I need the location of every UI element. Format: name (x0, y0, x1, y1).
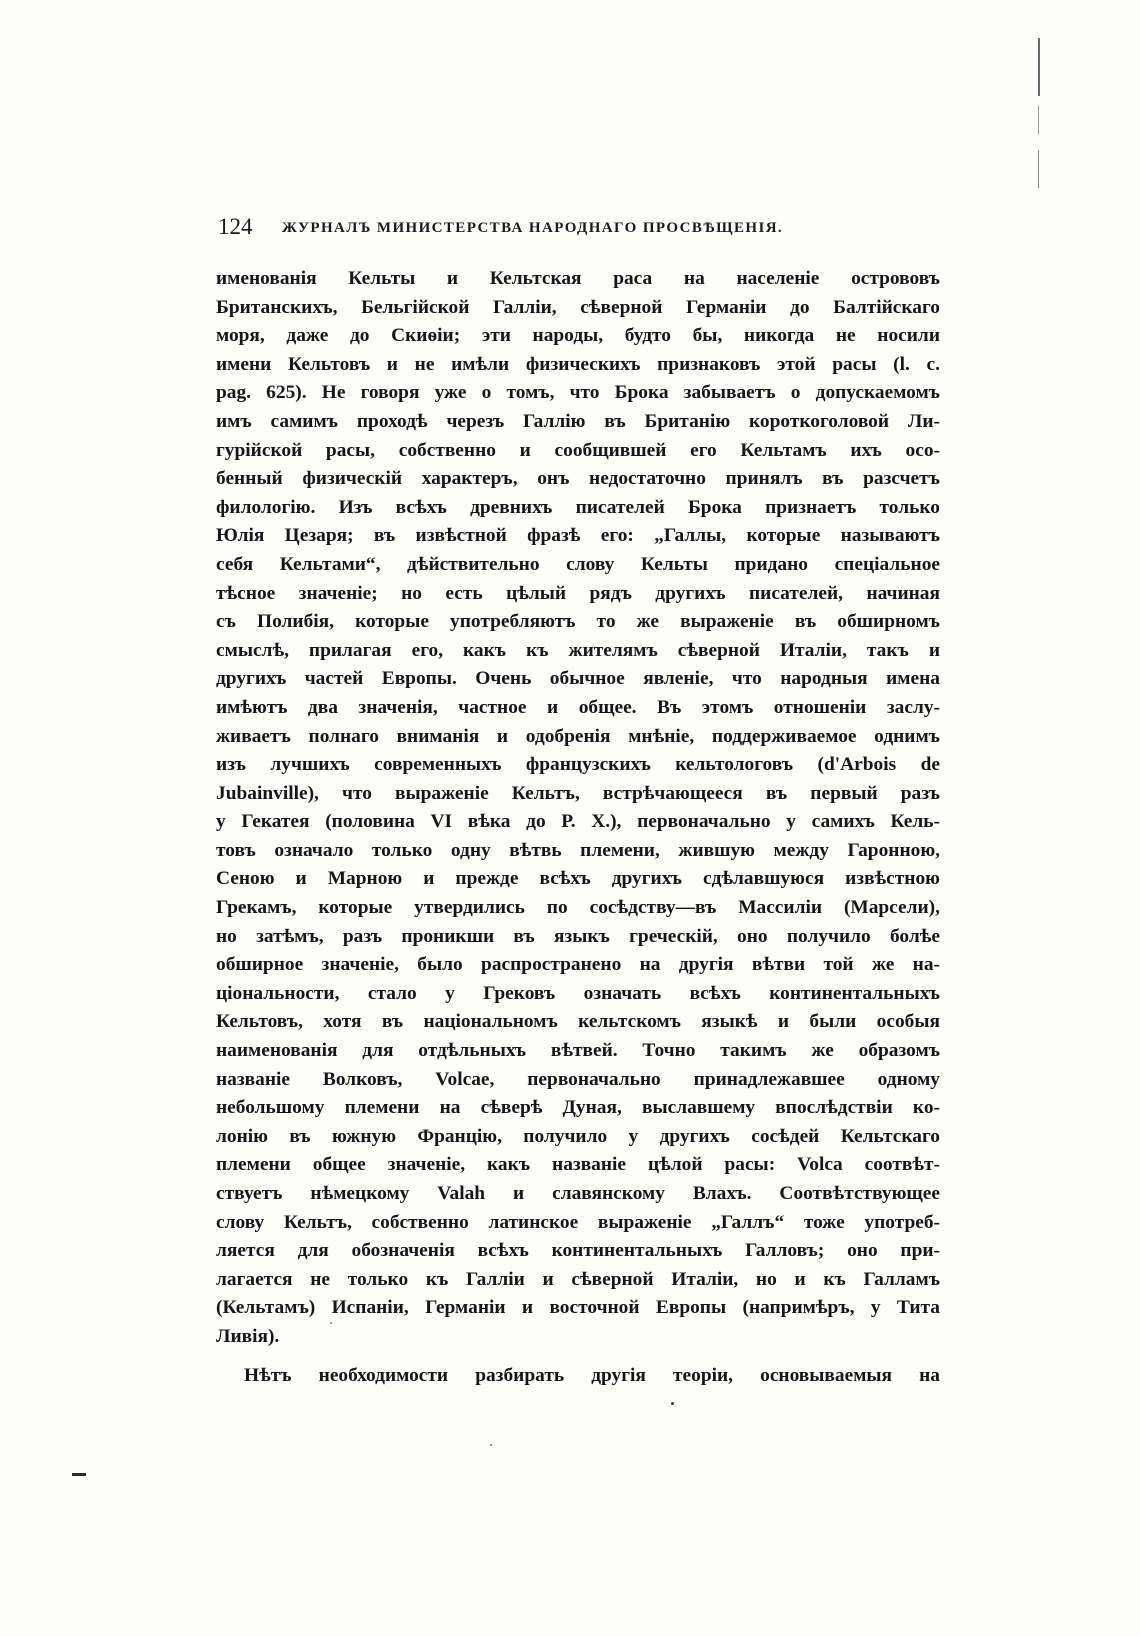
running-title: ЖУРНАЛЪ МИНИСТЕРСТВА НАРОДНАГО ПРОСВѢЩЕНІЯ. (282, 220, 784, 236)
page-header (218, 210, 938, 244)
text-line: имени Кельтовъ и не имѣли физическихъ признаковъ этой расы (l. c. (216, 353, 940, 375)
text-line: именованія Кельты и Кельтская раса на населеніе острововъ (216, 268, 940, 289)
text-line: слову Кельтъ, собственно латинское выраженіе „Галлъ“ тоже употреб- (216, 1211, 940, 1233)
text-line: филологію. Изъ всѣхъ древнихъ писателей Брока признаетъ только (216, 496, 940, 518)
margin-scan-mark (1038, 38, 1040, 96)
text-line: у Гекатея (половина VI вѣка до Р. Х.), первоначально у самихъ Кель- (216, 811, 940, 833)
text-line: ствуетъ нѣмецкому Valah и славянскому Влахъ. Соотвѣтствующее (216, 1183, 940, 1204)
text-line: съ Полибія, которые употребляютъ то же выраженіе въ обширномъ (216, 611, 940, 633)
text-line: живаетъ полнаго вниманія и одобренія мнѣніе, поддерживаемое однимъ (216, 725, 940, 747)
text-line: ляется для обозначенія всѣхъ континентальныхъ Галловъ; оно при- (216, 1240, 940, 1262)
text-line: гурійской расы, собственно и сообщившей его Кельтамъ ихъ осо- (216, 439, 940, 461)
margin-scan-mark (1038, 106, 1039, 134)
text-line: Британскихъ, Бельгійской Галліи, сѣверной Германіи до Балтійскаго (216, 296, 940, 318)
text-line: Сеною и Марною и прежде всѣхъ другихъ сдѣлавшуюся извѣстною (216, 868, 940, 890)
scan-speck (671, 1402, 674, 1405)
text-line: Jubainville), что выраженіе Кельтъ, встрѣчающееся въ первый разъ (216, 782, 940, 804)
text-line: обширное значеніе, было распространено на другія вѣтви той же на- (216, 954, 940, 976)
edge-scan-mark (72, 1473, 86, 1476)
text-line: небольшому племени на сѣверѣ Дуная, выславшему впослѣдствіи ко- (216, 1097, 940, 1119)
text-line: pag. 625). Не говоря уже о томъ, что Брока забываетъ о допускаемомъ (216, 382, 940, 404)
text-line: наименованія для отдѣльныхъ вѣтвей. Точно такимъ же образомъ (216, 1040, 940, 1062)
text-line: товъ означало только одну вѣтвь племени, жившую между Гаронною, (216, 839, 940, 861)
next-paragraph-line: Нѣтъ необходимости разбирать другія теоріи, основываемыя на (244, 1364, 940, 1386)
margin-scan-mark (1038, 150, 1039, 188)
text-line: (Кельтамъ) Испаніи, Германіи и восточной Европы (напримѣръ, у Тита (216, 1297, 940, 1319)
text-line: себя Кельтами“, дѣйствительно слову Кельты придано спеціальное (216, 553, 940, 575)
text-line: другихъ частей Европы. Очень обычное явленіе, что народныя имена (216, 668, 940, 690)
text-line: но затѣмъ, разъ проникши въ языкъ греческій, оно получило болѣе (216, 925, 940, 947)
text-line: ціональности, стало у Грековъ означать всѣхъ континентальныхъ (216, 982, 940, 1004)
body-text (216, 265, 940, 1390)
paragraph-end-line: Ливія). (216, 1325, 280, 1347)
text-line: имѣютъ два значенія, частное и общее. Въ этомъ отношеніи заслу- (216, 696, 940, 718)
page-number: 124 (218, 214, 253, 239)
text-line: лагается не только къ Галліи и сѣверной Италіи, но и къ Галламъ (216, 1268, 940, 1290)
text-line: племени общее значеніе, какъ названіе цѣлой расы: Volca соотвѣт- (216, 1154, 940, 1176)
text-line: названіе Волковъ, Volcae, первоначально принадлежавшее одному (216, 1068, 940, 1090)
text-line: бенный физическій характеръ, онъ недостаточно принялъ въ разсчетъ (216, 468, 940, 490)
text-line: лонію въ южную Францію, получило у другихъ сосѣдей Кельтскаго (216, 1125, 940, 1147)
scan-speck (490, 1444, 492, 1446)
text-line: изъ лучшихъ современныхъ французскихъ кельтологовъ (d'Arbois de (216, 754, 940, 776)
text-line: смыслѣ, прилагая его, какъ къ жителямъ сѣверной Италіи, такъ и (216, 639, 940, 661)
text-line: Кельтовъ, хотя въ національномъ кельтскомъ языкѣ и были особыя (216, 1011, 940, 1033)
scan-speck (330, 1322, 332, 1324)
text-line: тѣсное значеніе; но есть цѣлый рядъ другихъ писателей, начиная (216, 582, 940, 604)
text-line: имъ самимъ проходѣ черезъ Галлію въ Британію короткоголовой Ли- (216, 410, 940, 432)
text-line: моря, даже до Скиѳіи; эти народы, будто бы, никогда не носили (216, 325, 940, 347)
text-line: Юлія Цезаря; въ извѣстной фразѣ его: „Галлы, которые называютъ (216, 525, 940, 547)
text-line: Грекамъ, которые утвердились по сосѣдству—въ Массиліи (Марсели), (216, 897, 940, 919)
paragraph-gap (216, 1352, 940, 1362)
